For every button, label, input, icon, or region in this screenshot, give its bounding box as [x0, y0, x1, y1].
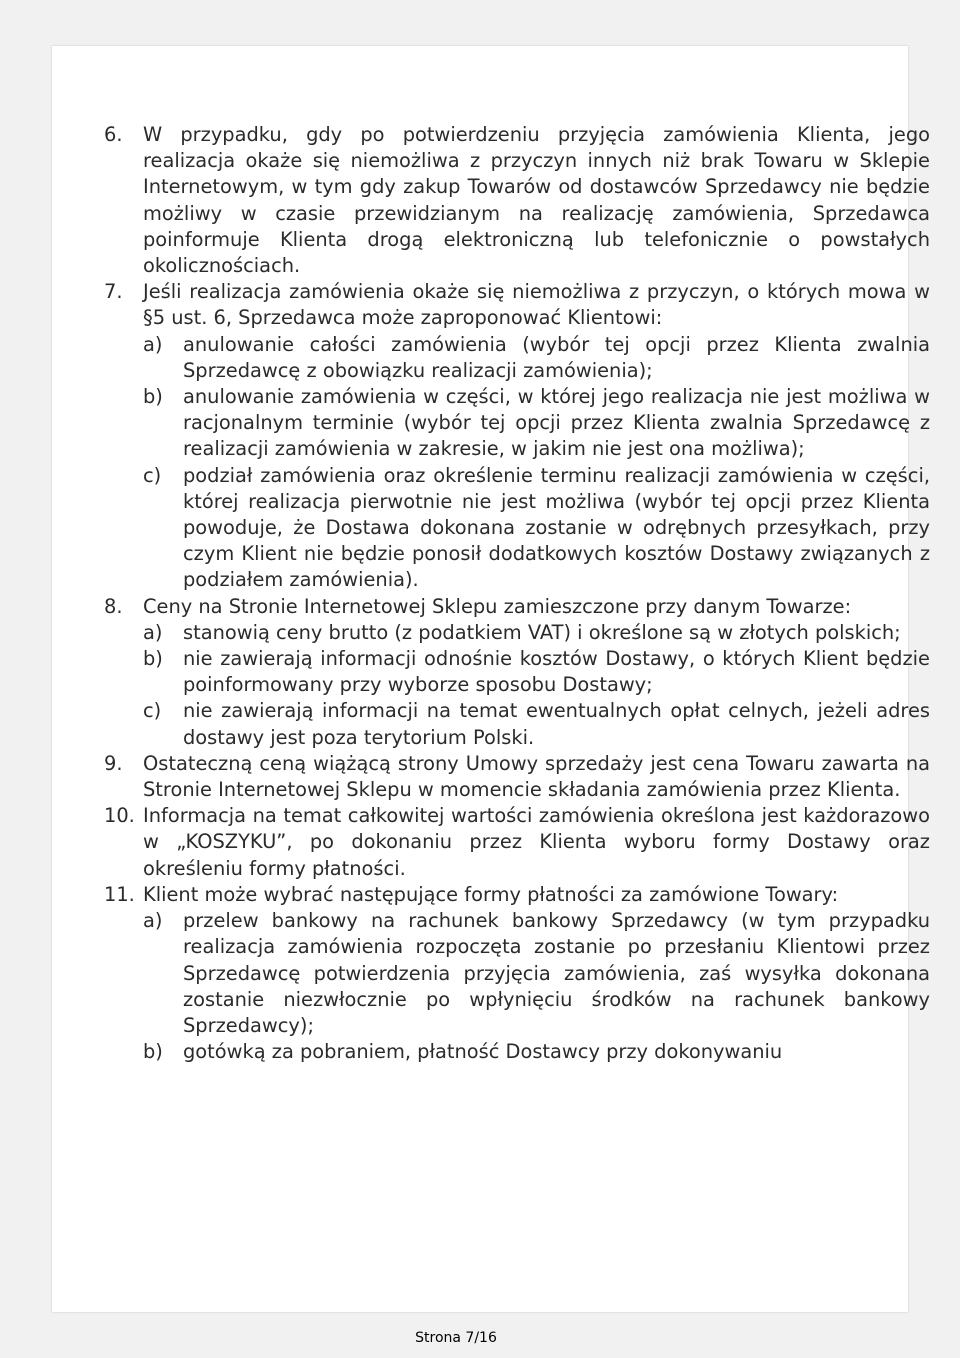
sub-item-text: podział zamówienia oraz określenie terminu realizacji zamówienia w części, której realizacja pierwotnie nie jest możliwa (wybór tej opcji przez Klienta powoduje, że Dostawa dokonana zostanie w odrębnych przesyłkach, przy czym Klient nie będzie ponosił dodatkowych kosztów Dostawy związanych z podziałem zamówienia).: [183, 463, 930, 592]
document-body: [104, 122, 930, 1065]
sub-item-text: nie zawierają informacji odnośnie kosztów Dostawy, o których Klient będzie poinformowany przy wyborze sposobu Dostawy;: [183, 647, 930, 697]
list-item: [104, 279, 930, 593]
item-number: 9.: [104, 751, 123, 775]
sub-item-label: c): [143, 699, 162, 723]
sub-item: [143, 463, 930, 594]
item-number: 11.: [104, 882, 135, 906]
sub-item: [143, 698, 930, 750]
sub-item-text: anulowanie całości zamówienia (wybór tej opcji przez Klienta zwalnia Sprzedawcę z obowiązku realizacji zamówienia);: [183, 332, 930, 382]
list-item: [104, 594, 930, 751]
document-page: [52, 46, 930, 1312]
item-text: Ostateczną ceną wiążącą strony Umowy sprzedaży jest cena Towaru zawarta na Stronie Internetowej Sklepu w momencie składania zamówienia przez Klienta.: [143, 751, 930, 802]
sub-item-label: a): [143, 332, 163, 356]
sub-item-text: anulowanie zamówienia w części, w której jego realizacja nie jest możliwa w racjonalnym terminie (wybór tej opcji przez Klienta zwalnia Sprzedawcę z realizacji zamówienia w zakresie, w jakim nie jest ona możliwa);: [183, 385, 930, 461]
sub-item-label: b): [143, 647, 163, 671]
sub-item: [143, 1039, 930, 1065]
sub-item-text: nie zawierają informacji na temat ewentualnych opłat celnych, jeżeli adres dostawy jest poza terytorium Polski.: [183, 699, 930, 749]
sub-item-label: c): [143, 463, 162, 487]
item-text: Jeśli realizacja zamówienia okaże się niemożliwa z przyczyn, o których mowa w §5 ust. 6, Sprzedawca może zaproponować Klientowi:: [143, 280, 930, 330]
sub-item-text: gotówką za pobraniem, płatność Dostawcy przy dokonywaniu: [183, 1040, 783, 1064]
list-item: [104, 751, 930, 803]
item-text: Klient może wybrać następujące formy płatności za zamówione Towary:: [143, 882, 839, 906]
sub-item: [143, 908, 930, 1039]
item-text: Ceny na Stronie Internetowej Sklepu zamieszczone przy danym Towarze:: [143, 594, 852, 618]
item-text: W przypadku, gdy po potwierdzeniu przyjęcia zamówienia Klienta, jego realizacja okaże się niemożliwa z przyczyn innych niż brak Towaru w Sklepie Internetowym, w tym gdy zakup Towarów od dostawców Sprzedawcy nie będzie możliwy w czasie przewidzianym na realizację zamówienia, Sprzedawca poinformuje Klienta drogą elektroniczną lub telefonicznie o powstałych okolicznościach.: [143, 123, 930, 278]
sub-item-label: b): [143, 1040, 163, 1064]
list-item: [104, 122, 930, 279]
list-item: [104, 882, 930, 1065]
sub-item-label: b): [143, 385, 163, 409]
sub-item-text: przelew bankowy na rachunek bankowy Sprzedawcy (w tym przypadku realizacja zamówienia rozpoczęta zostanie po przesłaniu Klientowi przez Sprzedawcę potwierdzenia przyjęcia zamówienia, zaś wysyłka dokonana zostanie niezwłocznie po wpłynięciu środków na rachunek bankowy Sprzedawcy);: [183, 909, 930, 1037]
item-number: 6.: [104, 123, 123, 146]
sub-item: [143, 646, 930, 698]
list-item: [104, 803, 930, 882]
sub-item-label: a): [143, 909, 163, 933]
item-text: Informacja na temat całkowitej wartości zamówienia określona jest każdorazowo w „KOSZYKU”, po dokonaniu przez Klienta wyboru formy Dostawy oraz określeniu formy płatności.: [143, 804, 930, 880]
page-number: Strona 7/16: [415, 1330, 497, 1346]
sub-item-text: stanowią ceny brutto (z podatkiem VAT) i określone są w złotych polskich;: [183, 620, 901, 644]
sub-item: [143, 384, 930, 463]
item-number: 8.: [104, 594, 123, 618]
sub-item: [143, 620, 930, 646]
item-number: 7.: [104, 280, 123, 304]
sub-item-label: a): [143, 620, 163, 644]
item-number: 10.: [104, 804, 135, 828]
sub-item: [143, 332, 930, 384]
